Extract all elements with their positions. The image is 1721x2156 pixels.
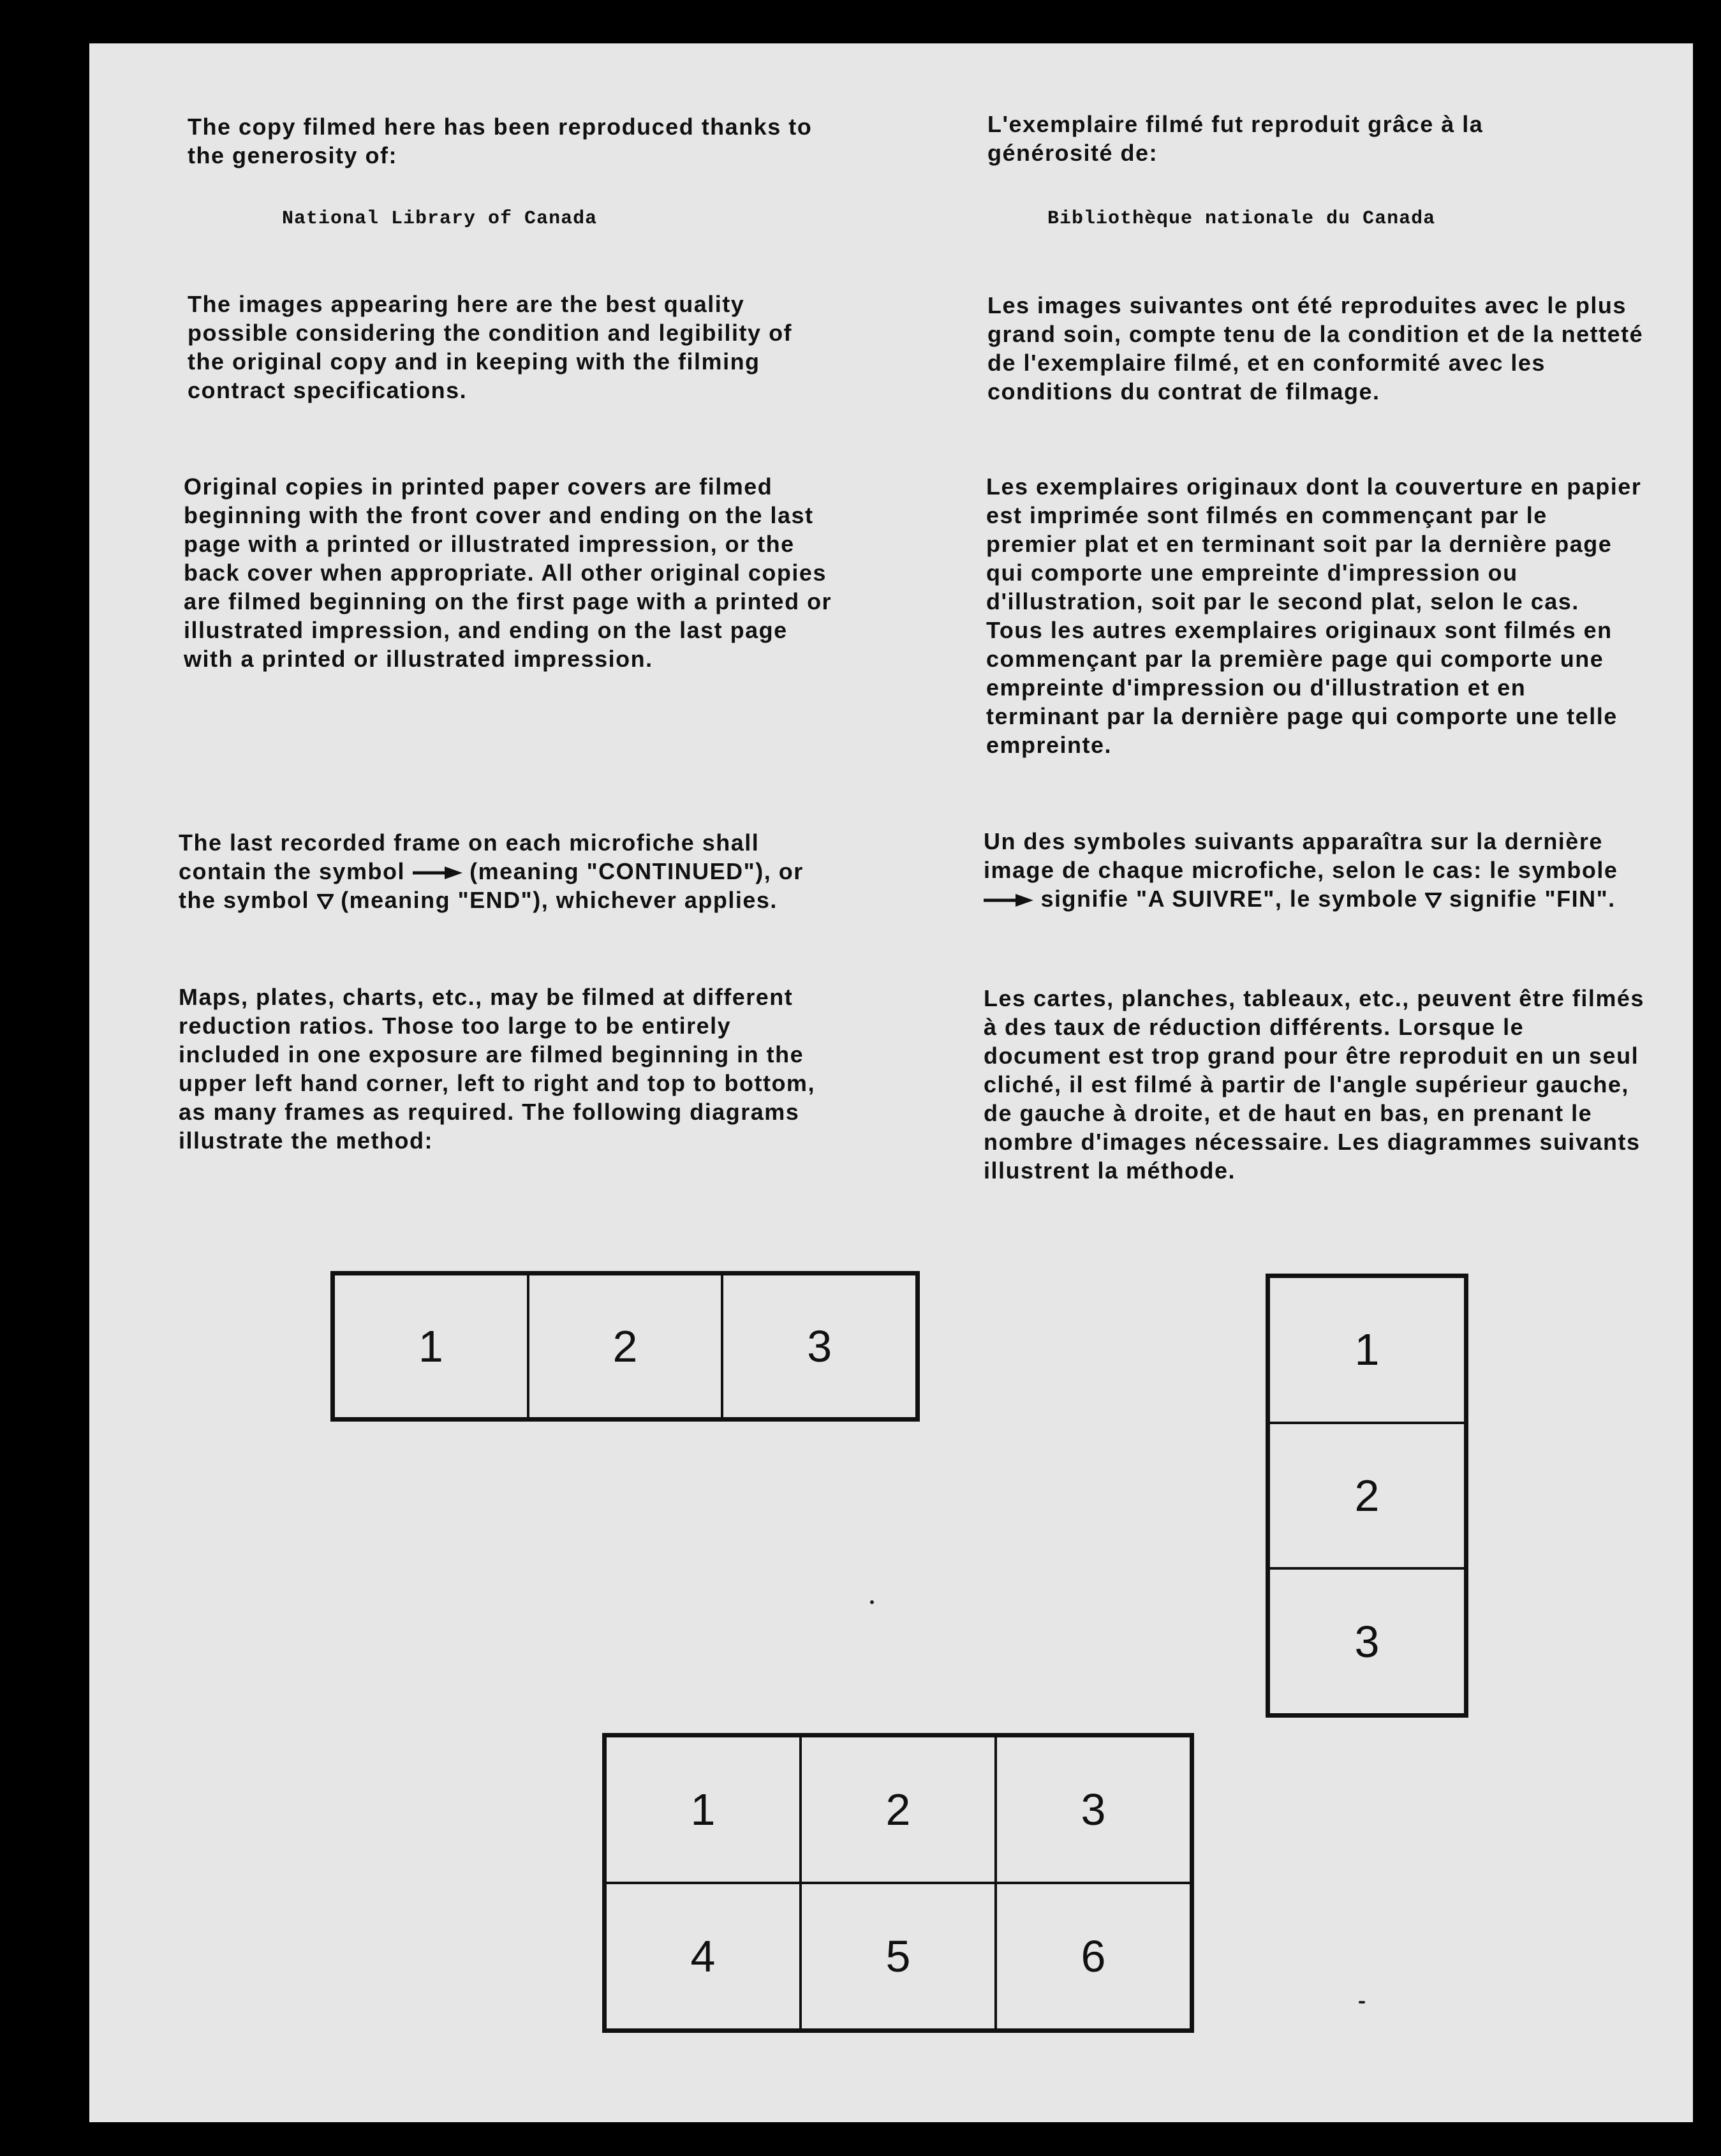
- end-triangle-icon: [317, 894, 334, 909]
- french-originals: [986, 472, 1662, 759]
- english-thanks: [188, 112, 940, 170]
- diagram-grid-cell: 1: [605, 1736, 801, 1883]
- french-thanks: [987, 110, 1664, 167]
- diagram-grid-cell: 6: [996, 1883, 1191, 2030]
- diagram-row-cell: 1: [334, 1274, 528, 1418]
- french-library-name: Bibliothèque nationale du Canada: [1047, 208, 1436, 230]
- english-symbols-paragraph: [179, 828, 816, 914]
- microfilm-notice-page: [89, 43, 1693, 2122]
- english-originals: [184, 472, 860, 673]
- dust-speck: [1359, 2001, 1365, 2004]
- french-maps: [984, 984, 1660, 1185]
- french-symbols: [984, 827, 1660, 913]
- french-maps-text: Les cartes, planches, tableaux, etc., peuvent être filmés à des taux de réduction différents. Lorsque le document est trop grand pour être reproduit en un seul cliché, il est filmé à partir de l'angle supérieur gauche, de gauche à droite, et de haut en bas, en prenant le nombre d'images nécessaire. Les diagrammes suivants illustrent la méthode.: [984, 985, 1644, 1184]
- french-symbol-text-c: signifie "FIN".: [1449, 886, 1616, 912]
- english-quality-text: The images appearing here are the best quality possible considering the condition and legibility of the original copy and in keeping with the filming contract specifications.: [188, 291, 793, 403]
- french-thanks-text: L'exemplaire filmé fut reproduit grâce à la générosité de:: [987, 111, 1484, 166]
- french-quality-text: Les images suivantes ont été reproduites avec le plus grand soin, compte tenu de la condition et de la netteté de l'exemplaire filmé, et en conformité avec les conditions du contrat de filmage.: [987, 292, 1644, 405]
- diagram-grid-of-six: [602, 1733, 1194, 2033]
- diagram-row-cell: 2: [528, 1274, 723, 1418]
- fin-triangle-icon: [1425, 893, 1442, 908]
- diagram-column-cell: 2: [1269, 1423, 1465, 1569]
- english-maps-text: Maps, plates, charts, etc., may be filmed at different reduction ratios. Those too large to be entirely included in one exposure are filmed beginning in the upper left hand corner, left to right and top to bottom, as many frames as required. The following diagrams illustrate the method:: [179, 984, 815, 1154]
- french-symbol-text-a: Un des symboles suivants apparaîtra sur la dernière image de chaque microfiche, selon le cas: le symbole: [984, 828, 1618, 883]
- suivre-arrow-icon: [984, 893, 1033, 908]
- french-quality: [987, 291, 1664, 406]
- english-maps: [179, 983, 855, 1155]
- english-symbol-text-b: (meaning "CONTINUED"), or the symbol: [179, 858, 804, 913]
- french-symbols-paragraph: [984, 827, 1641, 913]
- english-symbols: [179, 828, 855, 914]
- diagram-row-cell: 3: [722, 1274, 917, 1418]
- french-originals-text: Les exemplaires originaux dont la couverture en papier est imprimée sont filmés en commençant par le premier plat et en terminant soit par la dernière page qui comporte une empreinte d'impression ou d'illustration, soit par le second plat, selon le cas. Tous les autres exemplaires originaux sont filmés en commençant par la première page qui comporte une empreinte d'impression ou d'illustration et en terminant par la dernière page qui comporte une telle empreinte.: [986, 473, 1642, 758]
- diagram-grid-cell: 5: [801, 1883, 996, 2030]
- diagram-column-cell: 3: [1269, 1568, 1465, 1714]
- diagram-grid-cell: 4: [605, 1883, 801, 2030]
- dust-speck: [870, 1600, 874, 1604]
- english-originals-text: Original copies in printed paper covers are filmed beginning with the front cover and ending on the last page with a printed or illustrated impression, or the back cover when appropriate. All other original copies are filmed beginning on the first page with a printed or illustrated impression, and ending on the last page with a printed or illustrated impression.: [184, 473, 832, 672]
- english-symbol-text-a: The last recorded frame on each microfiche shall contain the symbol: [179, 829, 760, 884]
- diagram-grid-cell: 3: [996, 1736, 1191, 1883]
- french-symbol-text-b: signifie "A SUIVRE", le symbole: [1040, 886, 1418, 912]
- diagram-row-of-three: [330, 1271, 920, 1422]
- diagram-column-cell: 1: [1269, 1277, 1465, 1423]
- english-symbol-text-c: (meaning "END"), whichever applies.: [341, 887, 778, 913]
- english-quality: [188, 290, 864, 405]
- english-thanks-text: The copy filmed here has been reproduced thanks to the generosity of:: [188, 114, 813, 168]
- diagram-column-of-three: [1266, 1274, 1468, 1718]
- diagram-grid-cell: 2: [801, 1736, 996, 1883]
- english-library-name: National Library of Canada: [282, 208, 598, 230]
- continued-arrow-icon: [413, 865, 462, 881]
